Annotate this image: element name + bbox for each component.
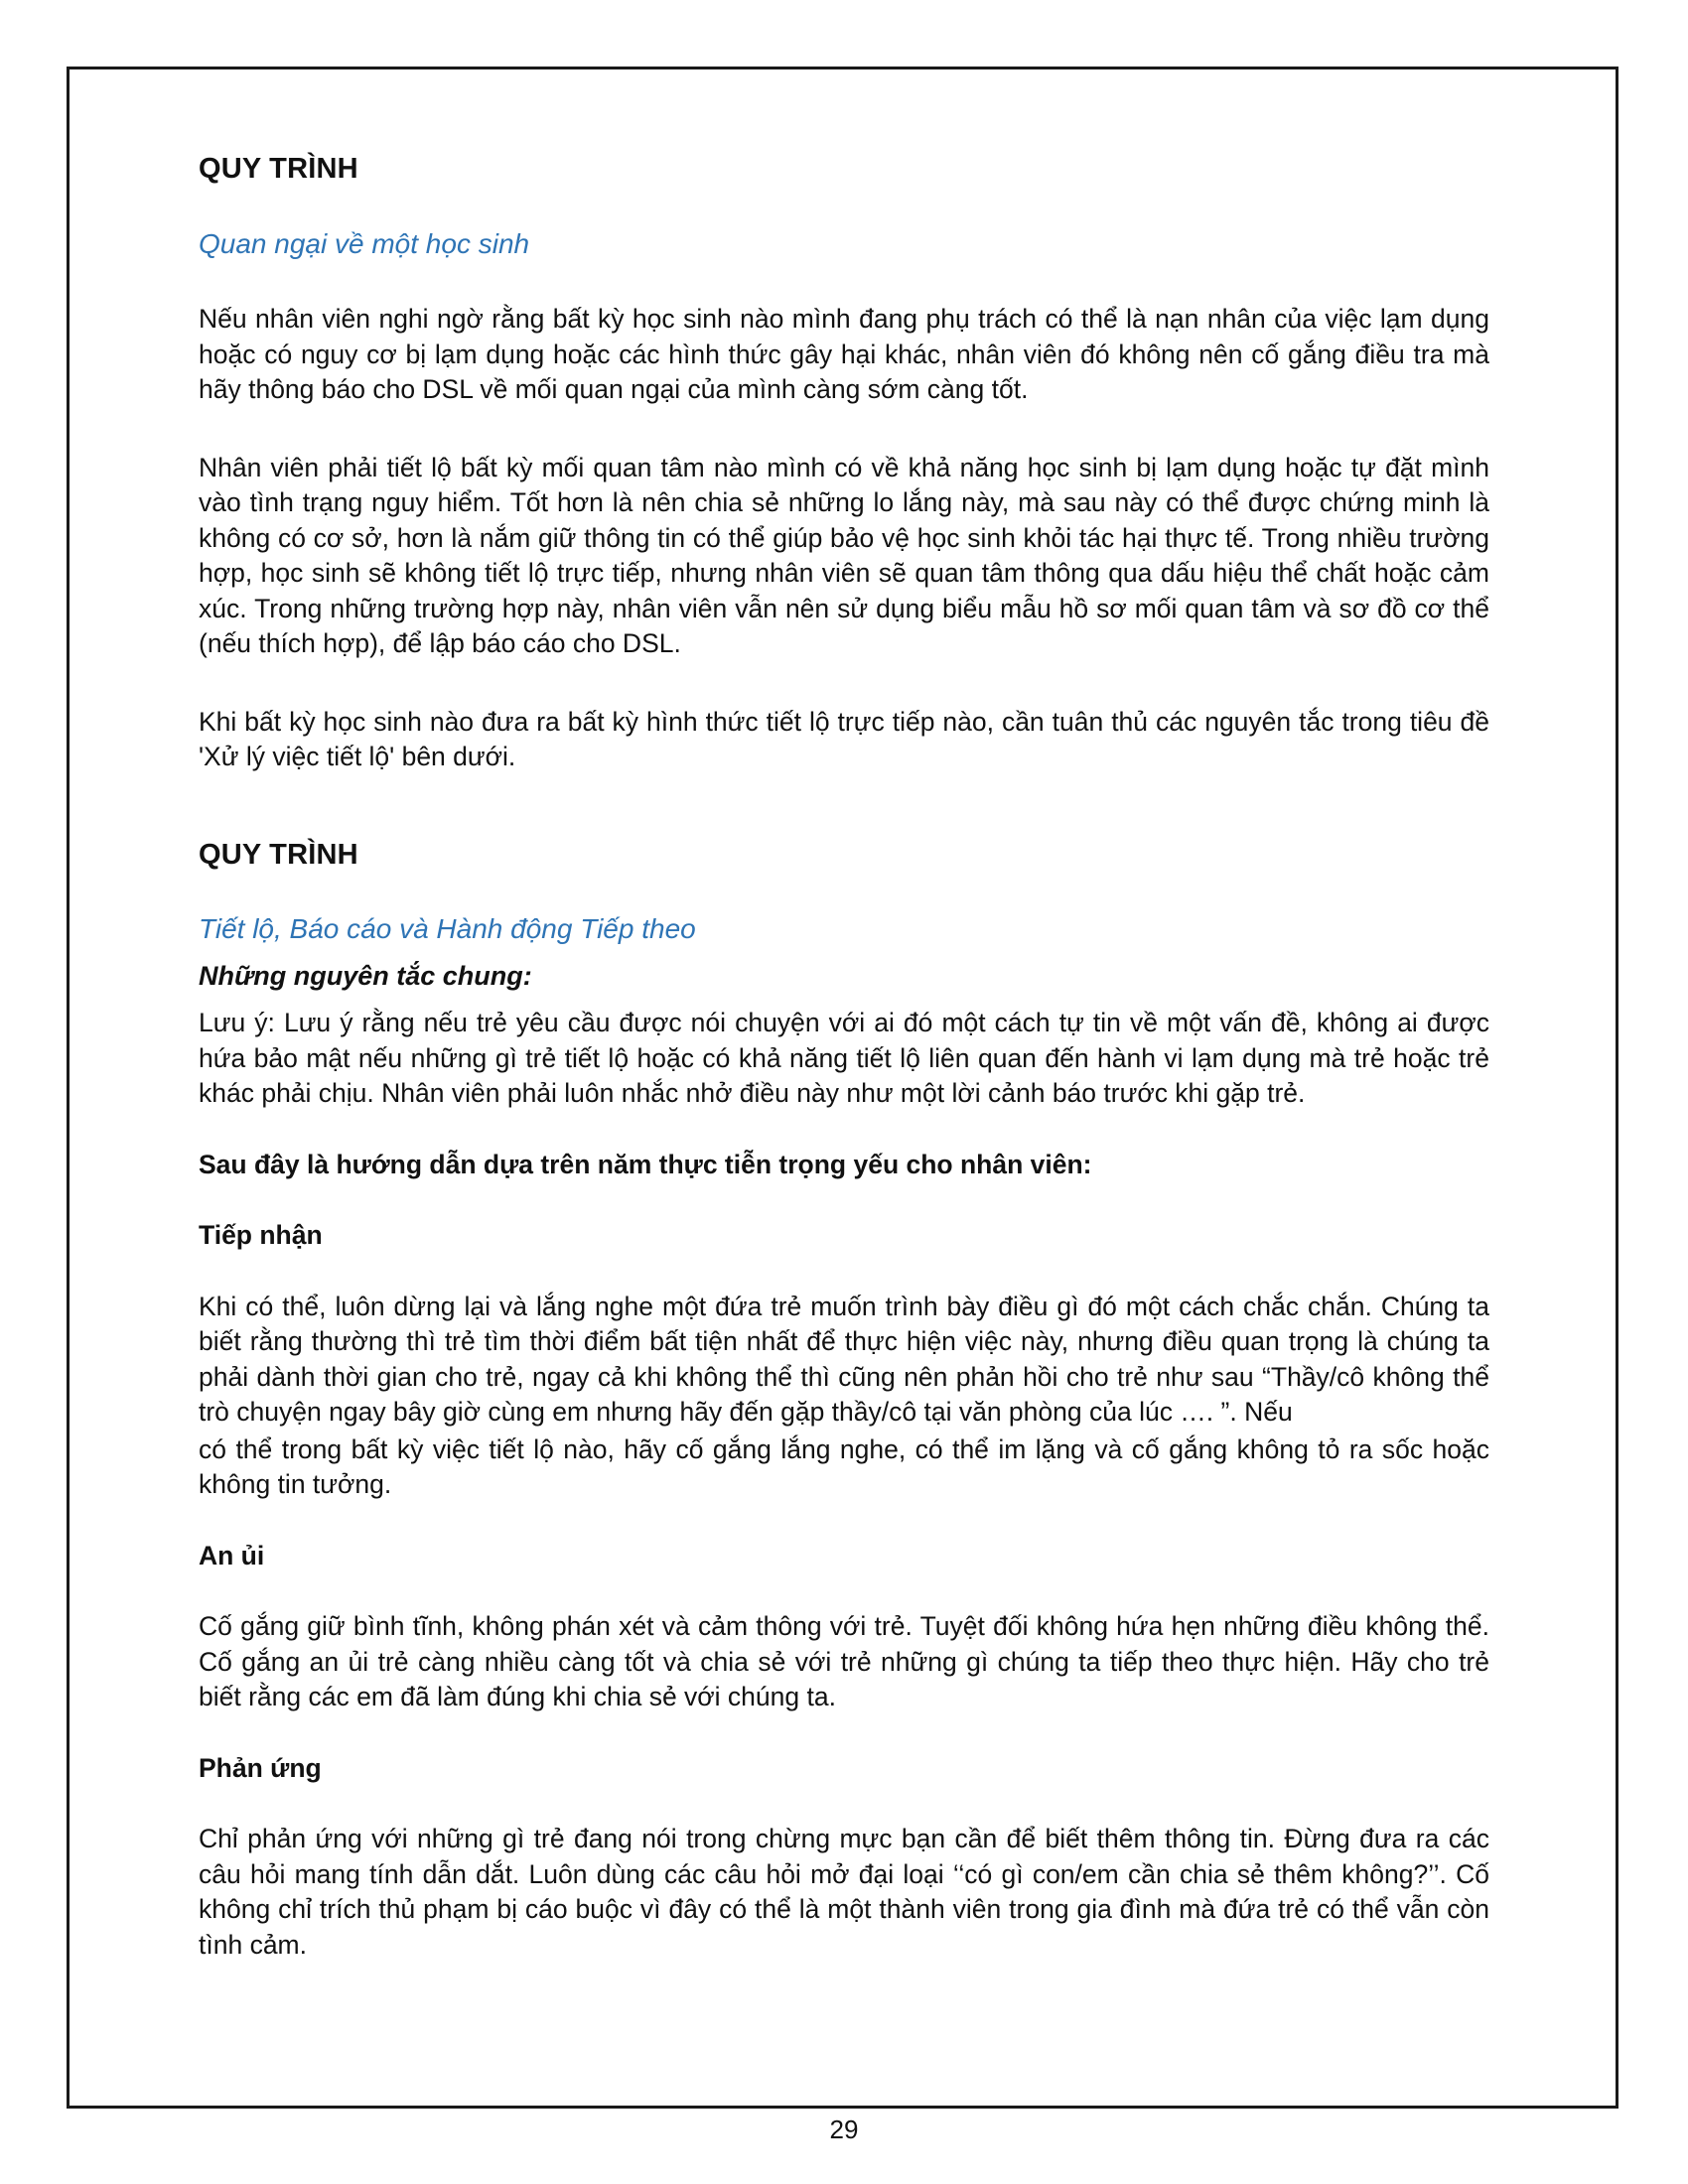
general-principles-note: Lưu ý: Lưu ý rằng nếu trẻ yêu cầu được nói chuyện với ai đó một cách tự tin về một vấn đề, không ai được hứa bảo mật nếu những gì trẻ tiết lộ hoặc có khả năng tiết lộ liên quan đến hành vi lạm dụng mà trẻ hoặc trẻ khác phải chịu. Nhân viên phải luôn nhắc nhở điều này như một lời cảnh báo trước khi gặp trẻ. bbox=[199, 1008, 1489, 1108]
reassure-title: An ủi bbox=[199, 1540, 265, 1570]
section-heading-procedure-2: QUY TRÌNH bbox=[199, 838, 358, 871]
subheading-disclosure-reporting: Tiết lộ, Báo cáo và Hành động Tiếp theo bbox=[199, 912, 696, 944]
receive-paragraph-1: Khi có thể, luôn dừng lại và lắng nghe một đứa trẻ muốn trình bày điều gì đó một cách chắc chắn. Chúng ta biết rằng thường thì trẻ tìm thời điểm bất tiện nhất để thực hiện việc này, nhưng điều quan trọng là chúng ta phải dành thời gian cho trẻ, ngay cả khi không thể thì cũng nên phản hồi cho trẻ như sau “Thầy/cô không thể trò chuyện ngay bây giờ cùng em nhưng hãy đến gặp thầy/cô tại văn phòng của lúc …. ”. Nếu bbox=[199, 1291, 1489, 1427]
general-principles-title: Những nguyên tắc chung: bbox=[199, 960, 532, 991]
subheading-concern-about-student: Quan ngại về một học sinh bbox=[199, 228, 530, 259]
paragraph-direct-disclosure: Khi bất kỳ học sinh nào đưa ra bất kỳ hình thức tiết lộ trực tiếp nào, cần tuân thủ các nguyên tắc trong tiêu đề 'Xử lý việc tiết lộ' bên dưới. bbox=[199, 706, 1489, 771]
receive-title: Tiếp nhận bbox=[199, 1220, 323, 1250]
receive-paragraph-2: có thể trong bất kỳ việc tiết lộ nào, hãy cố gắng lắng nghe, có thể im lặng và cố gắng không tỏ ra sốc hoặc không tin tưởng. bbox=[199, 1433, 1489, 1499]
paragraph-suspicion: Nếu nhân viên nghi ngờ rằng bất kỳ học sinh nào mình đang phụ trách có thể là nạn nhân của việc lạm dụng hoặc có nguy cơ bị lạm dụng hoặc các hình thức gây hại khác, nhân viên đó không nên cố gắng điều tra mà hãy thông báo cho DSL về mối quan ngại của mình càng sớm càng tốt. bbox=[199, 304, 1489, 404]
page-number: 29 bbox=[829, 2115, 859, 2144]
react-paragraph: Chỉ phản ứng với những gì trẻ đang nói trong chừng mực bạn cần để biết thêm thông tin. Đừng đưa ra các câu hỏi mang tính dẫn dắt. Luôn dùng các câu hỏi mở đại loại ‘‘có gì con/em cần chia sẻ thêm không?’’. Cố không chỉ trích thủ phạm bị cáo buộc vì đây có thể là một thành viên trong gia đình mà đứa trẻ có thể vẫn còn tình cảm. bbox=[199, 1824, 1489, 1960]
react-title: Phản ứng bbox=[199, 1752, 322, 1783]
section-heading-procedure-1: QUY TRÌNH bbox=[199, 153, 358, 185]
paragraph-disclose-concerns: Nhân viên phải tiết lộ bất kỳ mối quan tâm nào mình có về khả năng học sinh bị lạm dụng hoặc tự đặt mình vào tình trạng nguy hiểm. Tốt hơn là nên chia sẻ những lo lắng này, mà sau này có thể được chứng minh là không có cơ sở, hơn là nắm giữ thông tin có thể giúp bảo vệ học sinh khỏi tác hại thực tế. Trong nhiều trường hợp, học sinh sẽ không tiết lộ trực tiếp, nhưng nhân viên sẽ quan tâm thông qua dấu hiệu thể chất hoặc cảm xúc. Trong những trường hợp này, nhân viên vẫn nên sử dụng biểu mẫu hồ sơ mối quan tâm và sơ đồ cơ thể (nếu thích hợp), để lập báo cáo cho DSL. bbox=[199, 452, 1489, 658]
guidance-intro: Sau đây là hướng dẫn dựa trên năm thực tiễn trọng yếu cho nhân viên: bbox=[199, 1149, 1092, 1179]
reassure-paragraph: Cố gắng giữ bình tĩnh, không phán xét và cảm thông với trẻ. Tuyệt đối không hứa hẹn những điều không thể. Cố gắng an ủi trẻ càng nhiều càng tốt và chia sẻ với trẻ những gì chúng ta tiếp theo thực hiện. Hãy cho trẻ biết rằng các em đã làm đúng khi chia sẻ với chúng ta. bbox=[199, 1611, 1489, 1711]
document-body bbox=[199, 139, 1489, 1963]
